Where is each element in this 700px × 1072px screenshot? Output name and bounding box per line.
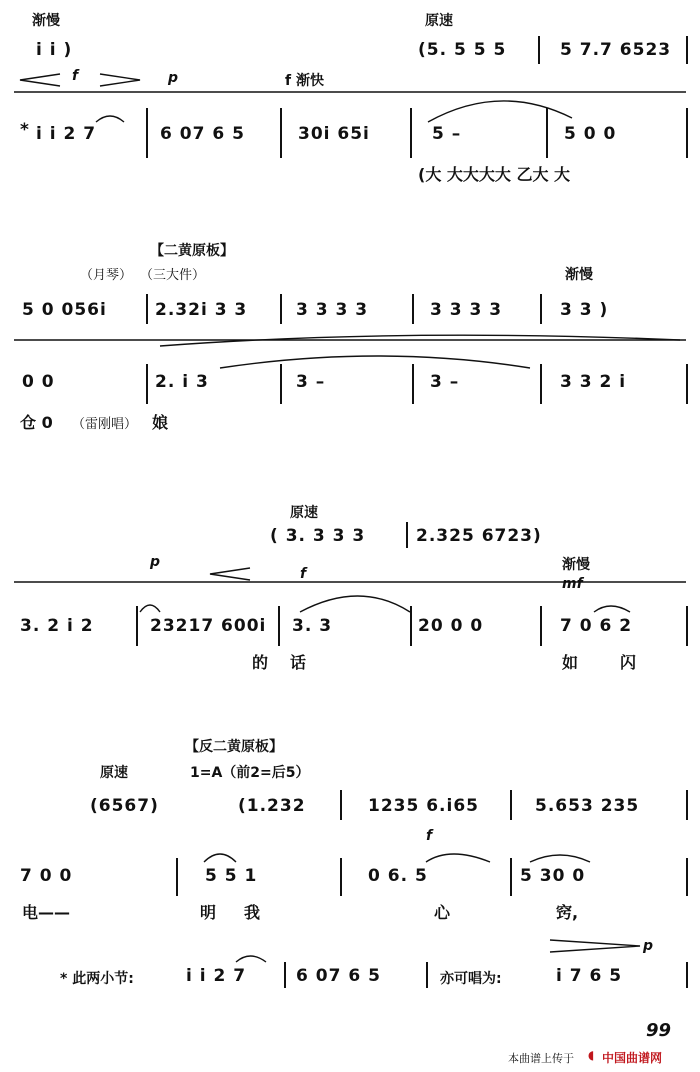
lyric: 窍, <box>556 903 579 922</box>
vocal-notes: 7 0 6 2 <box>560 616 633 636</box>
tempo-original: 原速 <box>290 505 318 521</box>
site-brand: 中国曲谱网 <box>602 1051 663 1065</box>
tempo-slow: 渐慢 <box>32 13 60 29</box>
dynamic-f: f <box>72 68 79 84</box>
acc-notes: (1.232 <box>238 796 306 816</box>
vocal-notes: 3 3 2 i <box>560 372 627 392</box>
percussion-line: (大 大大大大 乙大 大 <box>418 165 571 184</box>
dynamic-f: f <box>300 566 307 582</box>
tempo-original: 原速 <box>100 765 128 781</box>
slur <box>426 854 490 862</box>
dynamic-mf: mf <box>562 576 583 592</box>
decrescendo-hairpin <box>100 74 140 86</box>
slur <box>140 605 160 612</box>
acc-notes: (6567) <box>90 796 159 816</box>
section-banner: 【二黄原板】 <box>150 243 234 259</box>
section-banner: 【反二黄原板】 <box>185 739 283 755</box>
vocal-notes: i i 2 7 <box>36 124 97 144</box>
slur <box>428 101 572 122</box>
dynamic-p: p <box>643 938 654 954</box>
decrescendo-hairpin <box>550 940 640 952</box>
acc-notes: 3 3 3 3 <box>430 300 503 320</box>
lyric: 闪 <box>620 653 637 672</box>
acc-notes: 5.653 235 <box>535 796 640 816</box>
vocal-notes: 5 0 0 <box>564 124 617 144</box>
vocal-notes: 5 – <box>432 124 462 144</box>
tempo-original: 原速 <box>425 13 453 29</box>
dynamic-f: f <box>426 828 433 844</box>
vocal-notes: 3 – <box>296 372 326 392</box>
acc-notes: 3 3 ) <box>560 300 609 320</box>
slur <box>220 356 530 368</box>
slur <box>204 854 236 862</box>
vocal-notes: 5 30 0 <box>520 866 586 886</box>
acc-notes: 1235 6.i65 <box>368 796 480 816</box>
vocal-notes: 3. 3 <box>292 616 333 636</box>
page-number: 99 <box>646 1020 672 1041</box>
vocal-notes: 20 0 0 <box>418 616 484 636</box>
lyric: 如 <box>562 653 579 672</box>
acc-notes: 3 3 3 3 <box>296 300 369 320</box>
crescendo-hairpin <box>210 568 250 580</box>
lyric: 话 <box>290 653 307 672</box>
dynamic-f-accel: f 渐快 <box>285 73 324 89</box>
lyric: 电—— <box>22 903 71 922</box>
dynamic-p: p <box>150 554 161 570</box>
lyric: 的 <box>252 653 269 672</box>
lyric: 仓 0 <box>20 413 53 432</box>
vocal-notes: 3. 2 i 2 <box>20 616 94 636</box>
footnote-alt: 亦可唱为: <box>440 971 502 987</box>
asterisk: * <box>20 120 30 140</box>
acc-notes: 5 7.7 6523 <box>560 40 672 60</box>
lyric: 心 <box>434 903 451 922</box>
slur <box>236 956 266 962</box>
dynamic-p: p <box>168 70 179 86</box>
vocal-notes: 3 – <box>430 372 460 392</box>
footnote-notes: 6 07 6 5 <box>296 966 381 986</box>
vocal-notes: 0 0 <box>22 372 55 392</box>
acc-notes: 2.32i 3 3 <box>155 300 248 320</box>
key-signature: 1=A（前2=后5） <box>190 765 310 781</box>
crescendo-hairpin <box>20 74 60 86</box>
acc-notes: i i ) <box>36 40 73 60</box>
vocal-notes: 0 6. 5 <box>368 866 428 886</box>
slur <box>96 116 124 122</box>
slur <box>594 606 630 612</box>
acc-notes: (5. 5 5 5 <box>418 40 507 60</box>
footnote-lead: * 此两小节: <box>60 971 134 987</box>
vocal-notes: 5 5 1 <box>205 866 258 886</box>
lyric: 娘 <box>152 413 169 432</box>
acc-notes: 2.325 6723) <box>416 526 542 546</box>
vocal-notes: 23217 600i <box>150 616 267 636</box>
tempo-slow: 渐慢 <box>565 267 593 283</box>
slur <box>300 596 410 612</box>
lyric: 明 <box>200 903 217 922</box>
instrument-label: （月琴） <box>80 268 133 283</box>
upload-note: 本曲谱上传于 <box>508 1052 574 1065</box>
lyric: 我 <box>244 903 261 922</box>
acc-notes: 5 0 056i <box>22 300 107 320</box>
acc-notes: ( 3. 3 3 3 <box>270 526 366 546</box>
footnote-notes: i 7 6 5 <box>556 966 623 986</box>
tempo-slow: 渐慢 <box>562 557 590 573</box>
slur <box>530 855 590 862</box>
vocal-notes: 2. i 3 <box>155 372 209 392</box>
vocal-notes: 6 07 6 5 <box>160 124 245 144</box>
vocal-notes: 7 0 0 <box>20 866 73 886</box>
singer-label: （雷刚唱） <box>72 417 138 432</box>
vocal-notes: 30i 65i <box>298 124 370 144</box>
site-logo-icon: ◖ <box>588 1048 595 1062</box>
instrument-label: （三大件） <box>140 268 206 283</box>
footnote-notes: i i 2 7 <box>186 966 247 986</box>
